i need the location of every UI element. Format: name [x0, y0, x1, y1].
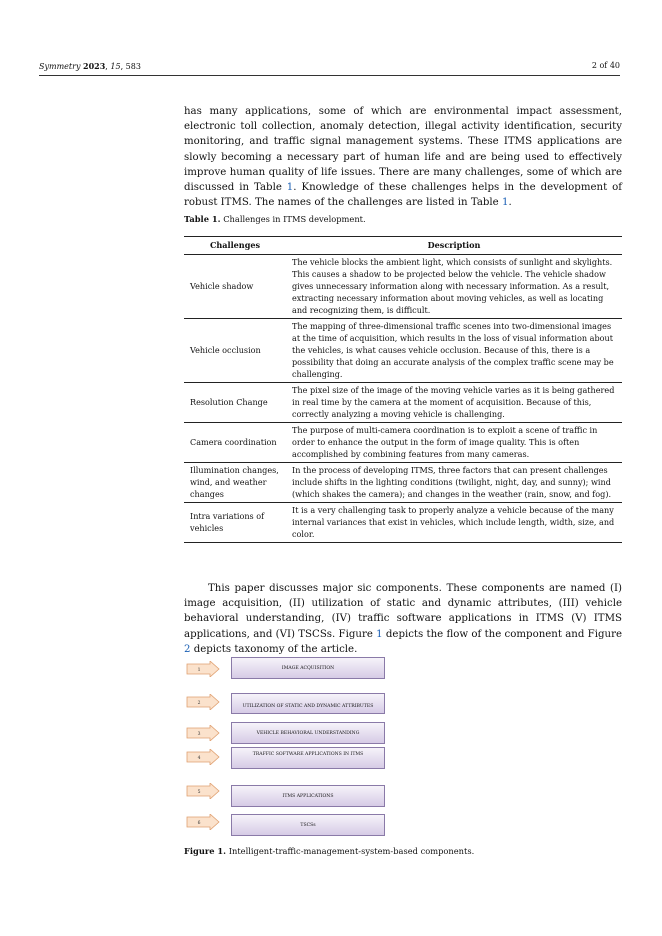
figure-ref-link[interactable]: 1 — [376, 628, 383, 640]
table-row — [184, 383, 622, 423]
description-cell: The purpose of multi-camera coordination is to exploit a scene of traffic in order to enhance the output in the form of image quality. This is often accomplished by combining features from many cameras. — [286, 423, 622, 463]
step-number: 5 — [197, 790, 201, 795]
table-row — [184, 503, 622, 543]
step-box: IMAGE ACQUISITION — [231, 657, 385, 679]
challenge-cell: Vehicle shadow — [184, 255, 286, 319]
description-cell: In the process of developing ITMS, three factors that can present challenges include shifts in the lighting conditions (twilight, night, day, and sunny); wind (which shakes the camera); and changes in the weather (rain, snow, and fog). — [286, 463, 622, 503]
step-arrow-icon — [186, 814, 220, 830]
step-box: TRAFFIC SOFTWARE APPLICATIONS IN ITMS — [231, 747, 385, 769]
challenges-table — [184, 236, 622, 543]
table-caption-text: Challenges in ITMS development. — [223, 214, 366, 224]
figure-caption — [184, 846, 474, 856]
step-arrow-icon — [186, 783, 220, 799]
table-ref-link[interactable]: 1 — [501, 197, 509, 209]
figure-caption-text: Intelligent-traffic-management-system-based components. — [228, 846, 475, 856]
step-box: VEHICLE BEHAVIORAL UNDERSTANDING — [231, 722, 385, 744]
description-cell: It is a very challenging task to properly analyze a vehicle because of the many internal variances that exist in vehicles, which include length, width, size, and color. — [286, 503, 622, 543]
table-row — [184, 319, 622, 383]
step-arrow-icon — [186, 725, 220, 741]
table-ref-link[interactable]: 1 — [286, 182, 294, 194]
table-row — [184, 255, 622, 319]
journal-volume: 15 — [110, 62, 121, 71]
table-header-row — [184, 237, 622, 255]
figure-ref-link[interactable]: 2 — [184, 643, 191, 655]
step-number: 2 — [197, 701, 201, 706]
journal-name: Symmetry — [39, 62, 81, 71]
challenge-cell: Intra variations of vehicles — [184, 503, 286, 543]
figure-caption-label: Figure 1. — [184, 846, 227, 856]
step-box: ITMS APPLICATIONS — [231, 785, 385, 807]
components-text-3: depicts taxonomy of the article. — [190, 643, 358, 655]
step-arrow-icon — [186, 694, 220, 710]
article-number: 583 — [125, 62, 141, 71]
components-paragraph — [184, 581, 622, 657]
table-row — [184, 423, 622, 463]
challenge-cell: Vehicle occlusion — [184, 319, 286, 383]
challenge-cell: Illumination changes, wind, and weather changes — [184, 463, 286, 503]
running-header-citation: Symmetry 2023, 15, 583 — [39, 61, 141, 71]
step-box: UTILIZATION OF STATIC AND DYNAMIC ATTRIBUTES — [231, 693, 385, 714]
table-row — [184, 463, 622, 503]
challenge-cell: Camera coordination — [184, 423, 286, 463]
description-cell: The mapping of three-dimensional traffic scenes into two-dimensional images at the time of acquisition, which results in the loss of visual information about the vehicles, is what causes vehicle occlusion. Because of this, there is a possibility that doing an accurate analysis of the complex traffic scene may be challenging. — [286, 319, 622, 383]
header-rule — [39, 75, 620, 76]
intro-paragraph — [184, 104, 622, 210]
description-cell: The vehicle blocks the ambient light, which consists of sunlight and skylights. This causes a shadow to be projected below the vehicle. The vehicle shadow gives unnecessary information along with necessary information. As a result, extracting necessary information about moving vehicles, as well as locating and recognizing them, is difficult. — [286, 255, 622, 319]
page-number: 2 of 40 — [591, 61, 620, 70]
step-arrow-icon — [186, 661, 220, 677]
step-number: 6 — [197, 821, 201, 826]
intro-text-2: . Knowledge of these challenges helps in the development of robust ITMS. The names of the challenges are listed in Table — [184, 182, 622, 209]
step-number: 1 — [197, 668, 201, 673]
column-header-description: Description — [286, 237, 622, 255]
step-arrow-icon — [186, 749, 220, 765]
table-caption — [184, 214, 366, 224]
column-header-challenges: Challenges — [184, 237, 286, 255]
challenge-cell: Resolution Change — [184, 383, 286, 423]
step-number: 4 — [197, 756, 201, 761]
intro-text-3: . — [508, 197, 512, 209]
step-box: TSCSs — [231, 814, 385, 836]
table-caption-label: Table 1. — [184, 214, 221, 224]
journal-year: 2023 — [83, 61, 106, 71]
intro-text-1: has many applications, some of which are environmental impact assessment, electronic toll collection, anomaly detection, illegal activity identification, security monitoring, and traffic signal management systems. These ITMS applications are slowly becoming a necessary part of human life and are being used to effectively improve human quality of life issues. There are many challenges, some of which are discussed in Table — [184, 106, 622, 194]
components-text-2: depicts the flow of the component and Figure — [382, 628, 622, 640]
step-number: 3 — [197, 732, 201, 737]
components-text-1: This paper discusses major sic components. These components are named (I) image acquisition, (II) utilization of static and dynamic attributes, (III) vehicle behavioral understanding, (IV) traffic software applications in ITMS (V) ITMS applications, and (VI) TSCSs. Figure — [184, 583, 622, 640]
description-cell: The pixel size of the image of the moving vehicle varies as it is being gathered in real time by the camera at the moment of acquisition. Because of this, correctly analyzing a moving vehicle is challenging. — [286, 383, 622, 423]
